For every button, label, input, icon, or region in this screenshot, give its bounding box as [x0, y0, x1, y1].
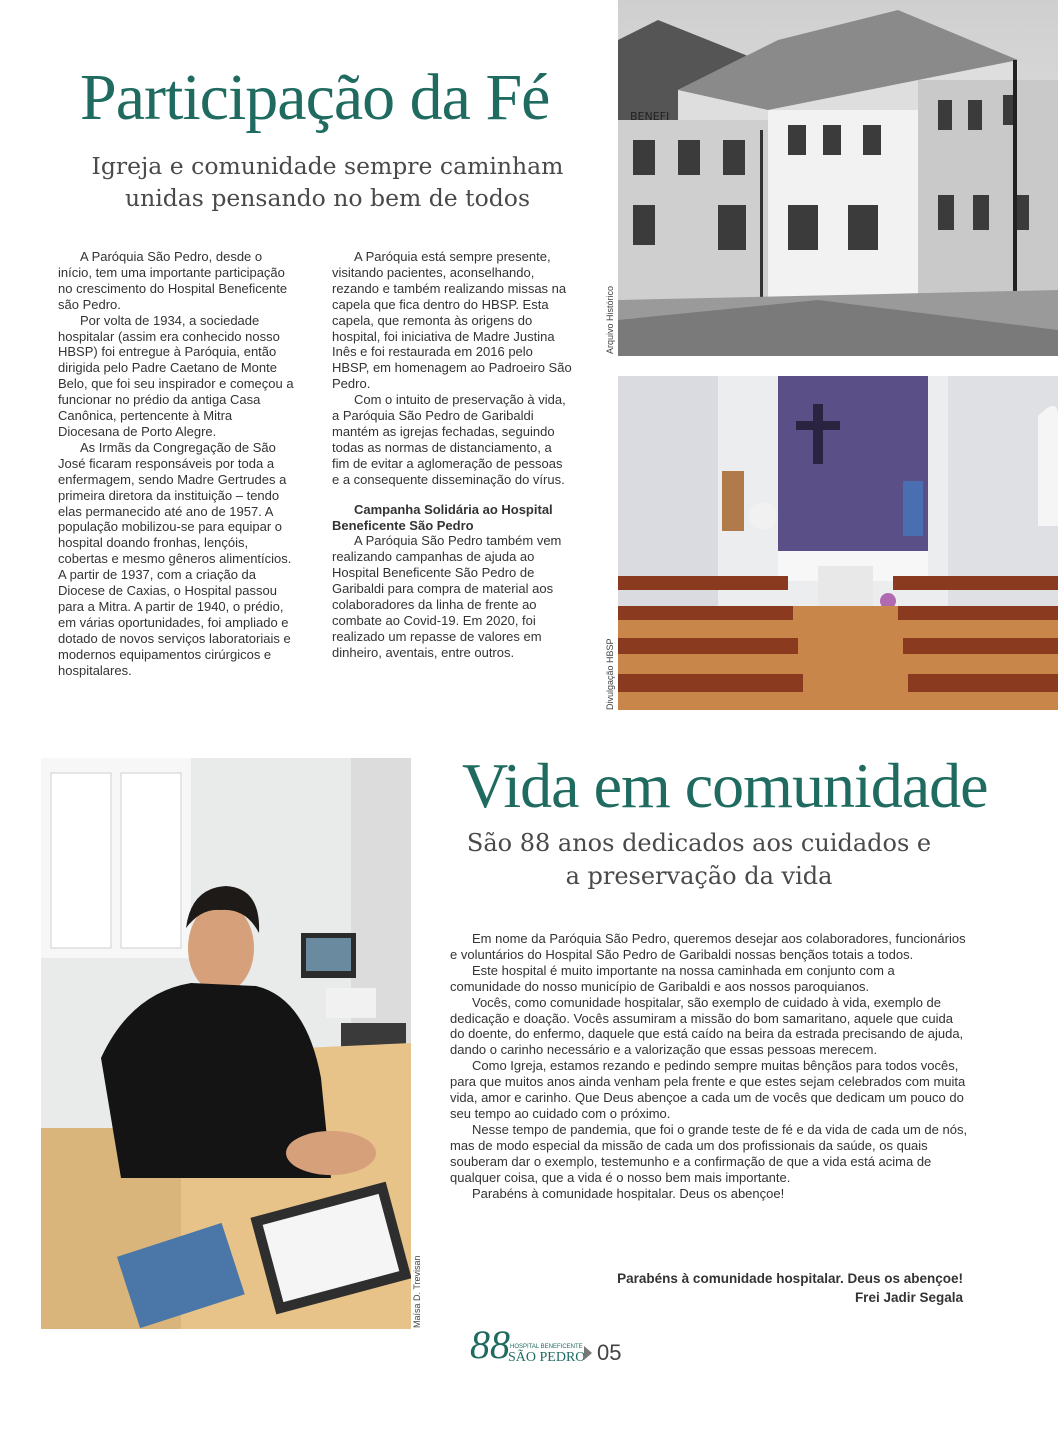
- historical-hospital-photo: [618, 0, 1058, 356]
- section2-subtitle-line2: a preservação da vida: [565, 862, 833, 890]
- historical-building-illustration: [618, 0, 1058, 356]
- logo-small-text: HOSPITAL BENEFICENTE: [510, 1344, 583, 1350]
- signature-name: Frei Jadir Segala: [854, 1290, 963, 1305]
- section1-subtitle: [60, 150, 595, 214]
- section1-title: Participação da Fé: [80, 61, 550, 134]
- section1-column2: [332, 249, 572, 661]
- paragraph: Em nome da Paróquia São Pedro, queremos desejar aos colaboradores, funcionários e voluntários do Hospital São Pedro de Garibaldi nossas bençãos totais a todos.: [450, 931, 966, 962]
- section1-subtitle-line2: unidas pensando no bem de todos: [124, 184, 531, 212]
- section1-subtitle-line1: Igreja e comunidade sempre caminham: [91, 152, 564, 180]
- paragraph: As Irmãs da Congregação de São José ficaram responsáveis por toda a enfermagem, sendo Madre Gertrudes a primeira diretora da instituição – tendo elas permanecido até ano de 1957. A população mobilizou-se para equipar o hospital doando fronhas, lençóis, cobertas e mesmo gêneros alimentícios. A partir de 1937, com a criação da Diocese de Caxias, o Hospital passou para a Mitra. A partir de 1940, o prédio, em várias oportunidades, foi ampliado e dotado de novos serviços laboratoriais e modernos equipamentos cirúrgicos e hospitalares.: [58, 439, 292, 678]
- section2-body: [450, 931, 968, 1201]
- paragraph: Como Igreja, estamos rezando e pedindo sempre muitas bênçãos para todos vocês, para que muitos anos ainda venham pela frente e que estes sejam celebrados com muita vida, amor e carinho. Que Deus abençoe a cada um de vocês que dedicam um pouco do seu tempo ao cuidado com o próximo.: [450, 1058, 966, 1121]
- section2-title: Vida em comunidade: [462, 750, 988, 821]
- page-number: 05: [597, 1340, 622, 1365]
- paragraph: Por volta de 1934, a sociedade hospitalar (assim era conhecido nosso HBSP) foi entregue à Paróquia, então dirigida pelo Padre Caetano de Monte Belo, que foi seu inspirador e começou a funcionar no prédio da antiga Casa Canônica, pertencente à Mitra Diocesana de Porto Alegre.: [58, 312, 294, 439]
- priest-photo: [41, 758, 411, 1329]
- closing-signature: [520, 1269, 963, 1307]
- paragraph: Com o intuito de preservação à vida, a Paróquia São Pedro de Garibaldi mantém as igrejas fechadas, seguindo todas as normas de distanciamento, a fim de evitar a aglomeração de pessoas e a consequente disseminação do vírus.: [332, 392, 566, 487]
- paragraph: A Paróquia está sempre presente, visitando pacientes, aconselhando, rezando e também realizando missas na capela que fica dentro do HBSP. Esta capela, que remonta às origens do hospital, foi iniciativa de Madre Justina Inês e foi restaurada em 2016 pelo HBSP, em homenagem ao Padroeiro São Pedro.: [332, 249, 572, 392]
- logo-88: 88: [470, 1322, 510, 1367]
- campaign-heading: Campanha Solidária ao Hospital Beneficente São Pedro: [332, 501, 553, 533]
- photo3-credit: Maísa D. Trevisan: [412, 1255, 422, 1328]
- photo2-credit: Divulgação HBSP: [605, 638, 615, 710]
- paragraph: Parabéns à comunidade hospitalar. Deus os abençoe!: [472, 1185, 785, 1201]
- page-arrow-icon: [584, 1346, 592, 1360]
- logo-name: SÃO PEDRO: [508, 1350, 586, 1365]
- paragraph: A Paróquia São Pedro, desde o início, tem uma importante participação no crescimento do Hospital Beneficente são Pedro.: [58, 249, 288, 312]
- chapel-illustration: [618, 376, 1058, 710]
- section1-column1: [58, 249, 296, 678]
- paragraph: Vocês, como comunidade hospitalar, são exemplo de cuidado à vida, exemplo de dedicação e doação. Vocês assumiram a missão do bom samaritano, aquele que cuida do doente, do enfermo, daquele que está caído na beira da estrada precisando de ajuda, dando o carinho necessário e a valorização que essas pessoas merecem.: [450, 994, 964, 1058]
- paragraph: Este hospital é muito importante na nossa caminhada em conjunto com a comunidade do nosso município de Garibaldi e aos nossos paroquianos.: [450, 962, 895, 994]
- paragraph: Nesse tempo de pandemia, que foi o grande teste de fé e da vida de cada um de nós, mas de modo especial da missão de cada um dos profissionais da saúde, os quais souberam dar o exemplo, testemunho e a confirmação de que a vida está acima de qualquer coisa, que a vida é o nosso bem mais importante.: [450, 1121, 968, 1185]
- priest-at-desk-illustration: [41, 758, 411, 1329]
- paragraph: A Paróquia São Pedro também vem realizando campanhas de ajuda ao Hospital Beneficente São Pedro de Garibaldi para compra de material aos colaboradores da linha de frente ao combate ao Covid-19. Em 2020, foi realizado um repasse de valores em dinheiro, aventais, entre outros.: [332, 533, 562, 660]
- chapel-photo: [618, 376, 1058, 710]
- closing-message: Parabéns à comunidade hospitalar. Deus os abençoe!: [617, 1271, 963, 1286]
- photo1-credit: Arquivo Histórico: [605, 285, 615, 354]
- section2-subtitle: [440, 827, 958, 893]
- building-sign: BENEFI: [630, 110, 670, 123]
- section2-subtitle-line1: São 88 anos dedicados aos cuidados e: [466, 829, 932, 857]
